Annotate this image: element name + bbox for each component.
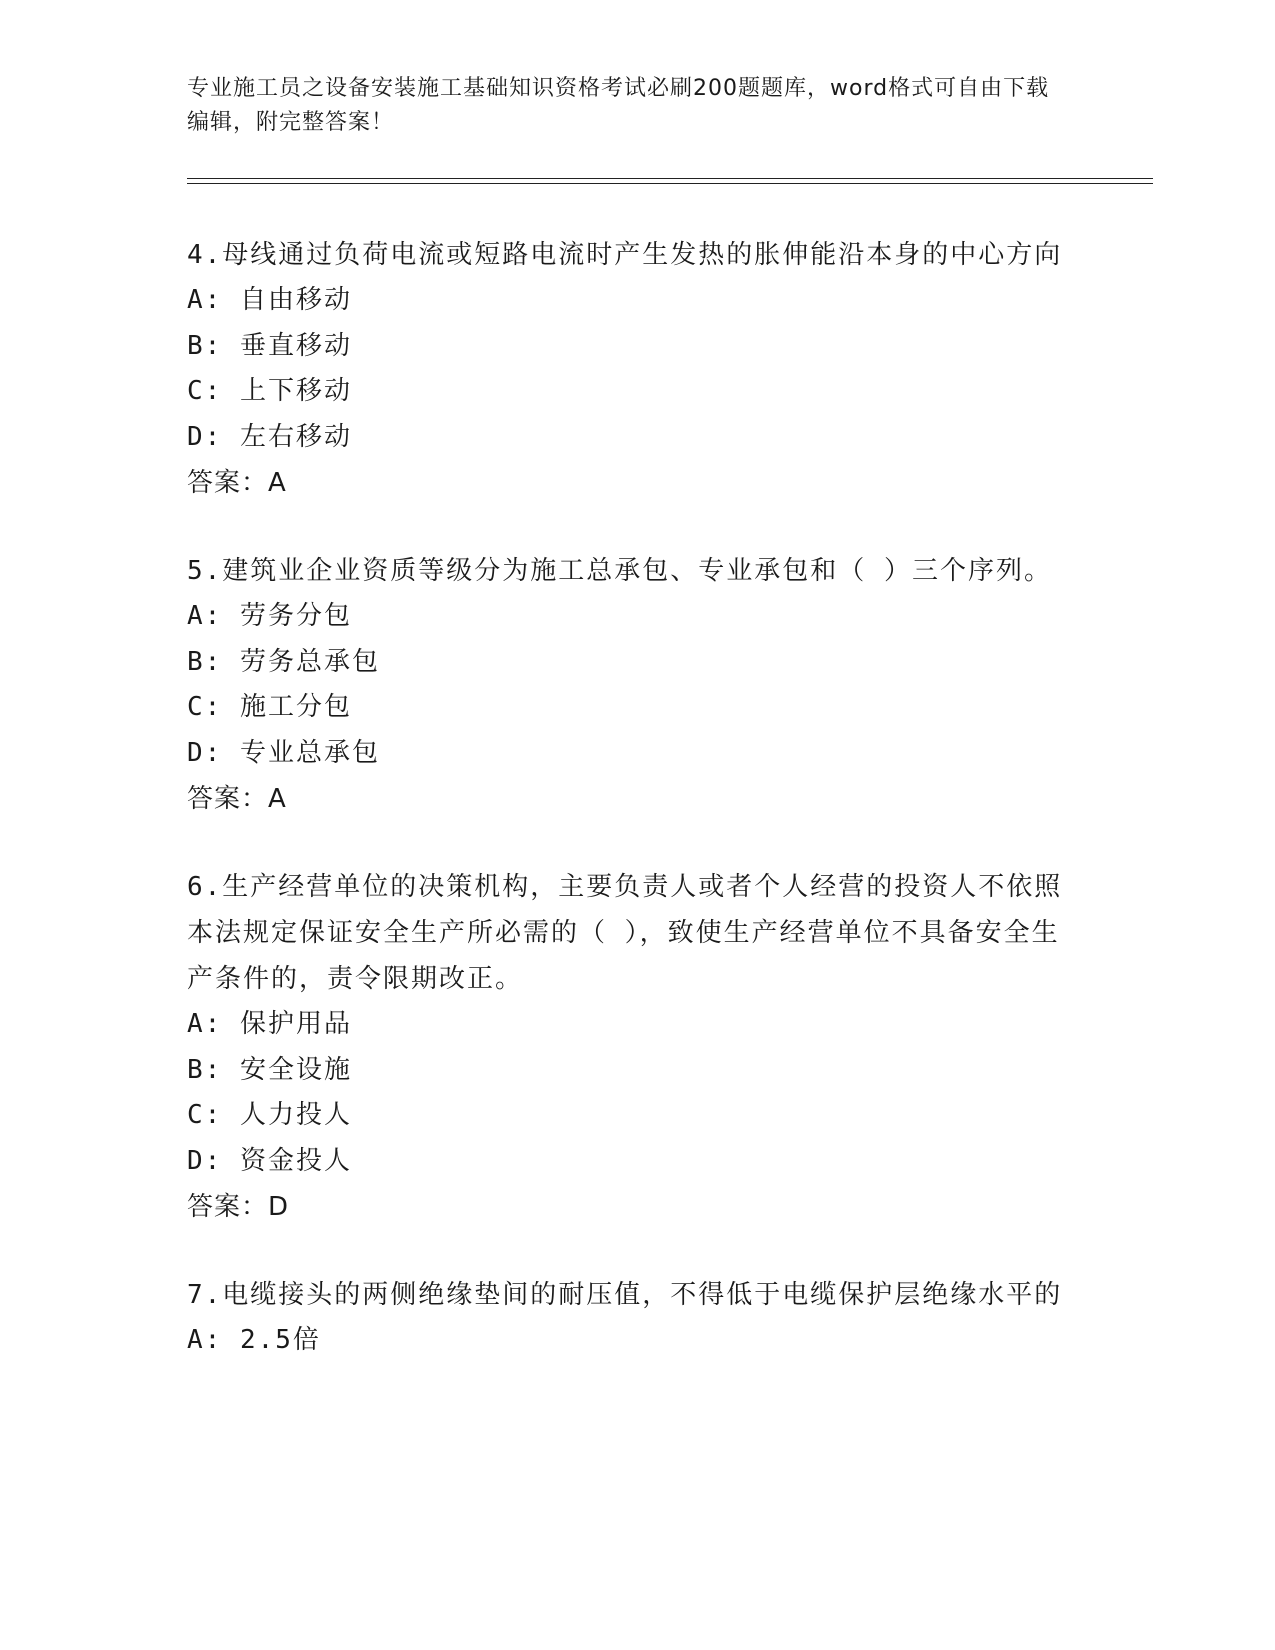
answer-line: 答案：D [187,1192,290,1222]
question-item [187,1272,1087,1364]
option-d: D: 左右移动 [187,421,352,452]
question-text: 5.建筑业企业资质等级分为施工总承包、专业承包和（ ）三个序列。 [187,556,1052,586]
option-b: B: 劳务总承包 [187,646,380,677]
option-c: C: 施工分包 [187,692,352,722]
question-item [187,548,1087,822]
option-a: A: 2.5倍 [187,1325,321,1355]
option-a: A: 保护用品 [187,1009,352,1039]
question-text: 6.生产经营单位的决策机构，主要负责人或者个人经营的投资人不依照本法规定保证安全生产所必需的（ ），致使生产经营单位不具备安全生产条件的，责令限期改正。 [187,872,1063,994]
option-a: A: 自由移动 [187,285,352,315]
answer-line: 答案：A [187,784,287,814]
option-c: C: 上下移动 [187,376,352,406]
document-header [187,72,1067,140]
question-text: 7.电缆接头的两侧绝缘垫间的耐压值，不得低于电缆保护层绝缘水平的 [187,1280,1063,1310]
option-d: D: 专业总承包 [187,737,380,768]
option-d: D: 资金投人 [187,1145,352,1176]
answer-line: 答案：A [187,468,287,498]
question-list [187,232,1087,1364]
option-a: A: 劳务分包 [187,601,352,631]
option-b: B: 垂直移动 [187,330,352,361]
header-divider-bottom [187,183,1153,184]
question-item [187,864,1087,1230]
question-item [187,232,1087,506]
option-b: B: 安全设施 [187,1054,352,1085]
option-c: C: 人力投人 [187,1100,352,1130]
header-title: 专业施工员之设备安装施工基础知识资格考试必刷200题题库，word格式可自由下载编辑，附完整答案！ [187,76,1050,135]
question-text: 4.母线通过负荷电流或短路电流时产生发热的胀伸能沿本身的中心方向 [187,240,1063,270]
header-divider-top [187,178,1153,179]
